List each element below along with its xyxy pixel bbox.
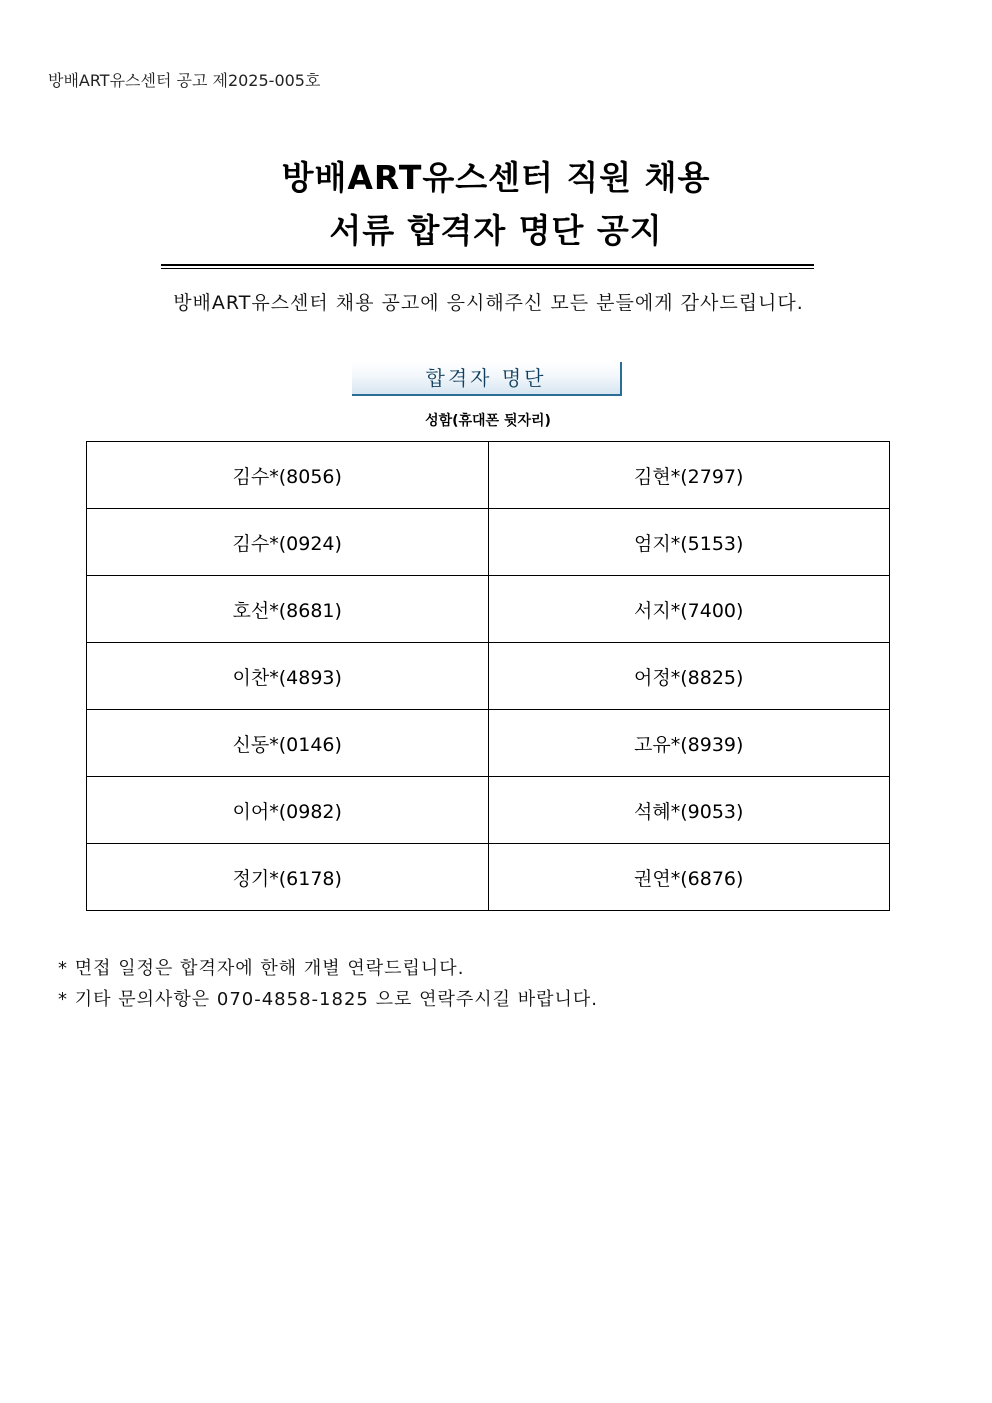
intro-text: 방배ART유스센터 채용 공고에 응시해주신 모든 분들에게 감사드립니다. xyxy=(173,292,804,314)
note-contact-phone: * 기타 문의사항은 070-4858-1825 으로 연락주시길 바랍니다. xyxy=(58,989,598,1010)
table-row xyxy=(87,643,890,710)
page-title-line-1: 방배ART유스센터 직원 채용 xyxy=(281,158,711,197)
applicant-cell: 어정*(8825) xyxy=(488,643,890,710)
applicant-cell: 권연*(6876) xyxy=(488,844,890,911)
list-heading: 합격자 명단 xyxy=(352,362,622,396)
table-row xyxy=(87,576,890,643)
table-row xyxy=(87,509,890,576)
notice-number: 방배ART유스센터 공고 제2025-005호 xyxy=(48,71,321,90)
table-row xyxy=(87,442,890,509)
note-interview-schedule: * 면접 일정은 합격자에 한해 개별 연락드립니다. xyxy=(58,958,465,979)
table-row xyxy=(87,777,890,844)
column-caption: 성함(휴대폰 뒷자리) xyxy=(425,413,551,429)
applicant-cell: 정기*(6178) xyxy=(87,844,489,911)
applicant-cell: 서지*(7400) xyxy=(488,576,890,643)
applicant-cell: 석혜*(9053) xyxy=(488,777,890,844)
title-divider xyxy=(161,264,814,269)
applicant-cell: 김수*(8056) xyxy=(87,442,489,509)
applicant-cell: 이어*(0982) xyxy=(87,777,489,844)
table-row xyxy=(87,710,890,777)
applicant-cell: 엄지*(5153) xyxy=(488,509,890,576)
table-row xyxy=(87,844,890,911)
notes xyxy=(58,955,598,1017)
applicant-cell: 김수*(0924) xyxy=(87,509,489,576)
applicant-cell: 호선*(8681) xyxy=(87,576,489,643)
applicant-cell: 이찬*(4893) xyxy=(87,643,489,710)
applicant-table xyxy=(86,441,890,911)
applicant-cell: 김현*(2797) xyxy=(488,442,890,509)
applicant-cell: 고유*(8939) xyxy=(488,710,890,777)
applicant-cell: 신동*(0146) xyxy=(87,710,489,777)
page-title-line-2: 서류 합격자 명단 공지 xyxy=(329,211,663,250)
